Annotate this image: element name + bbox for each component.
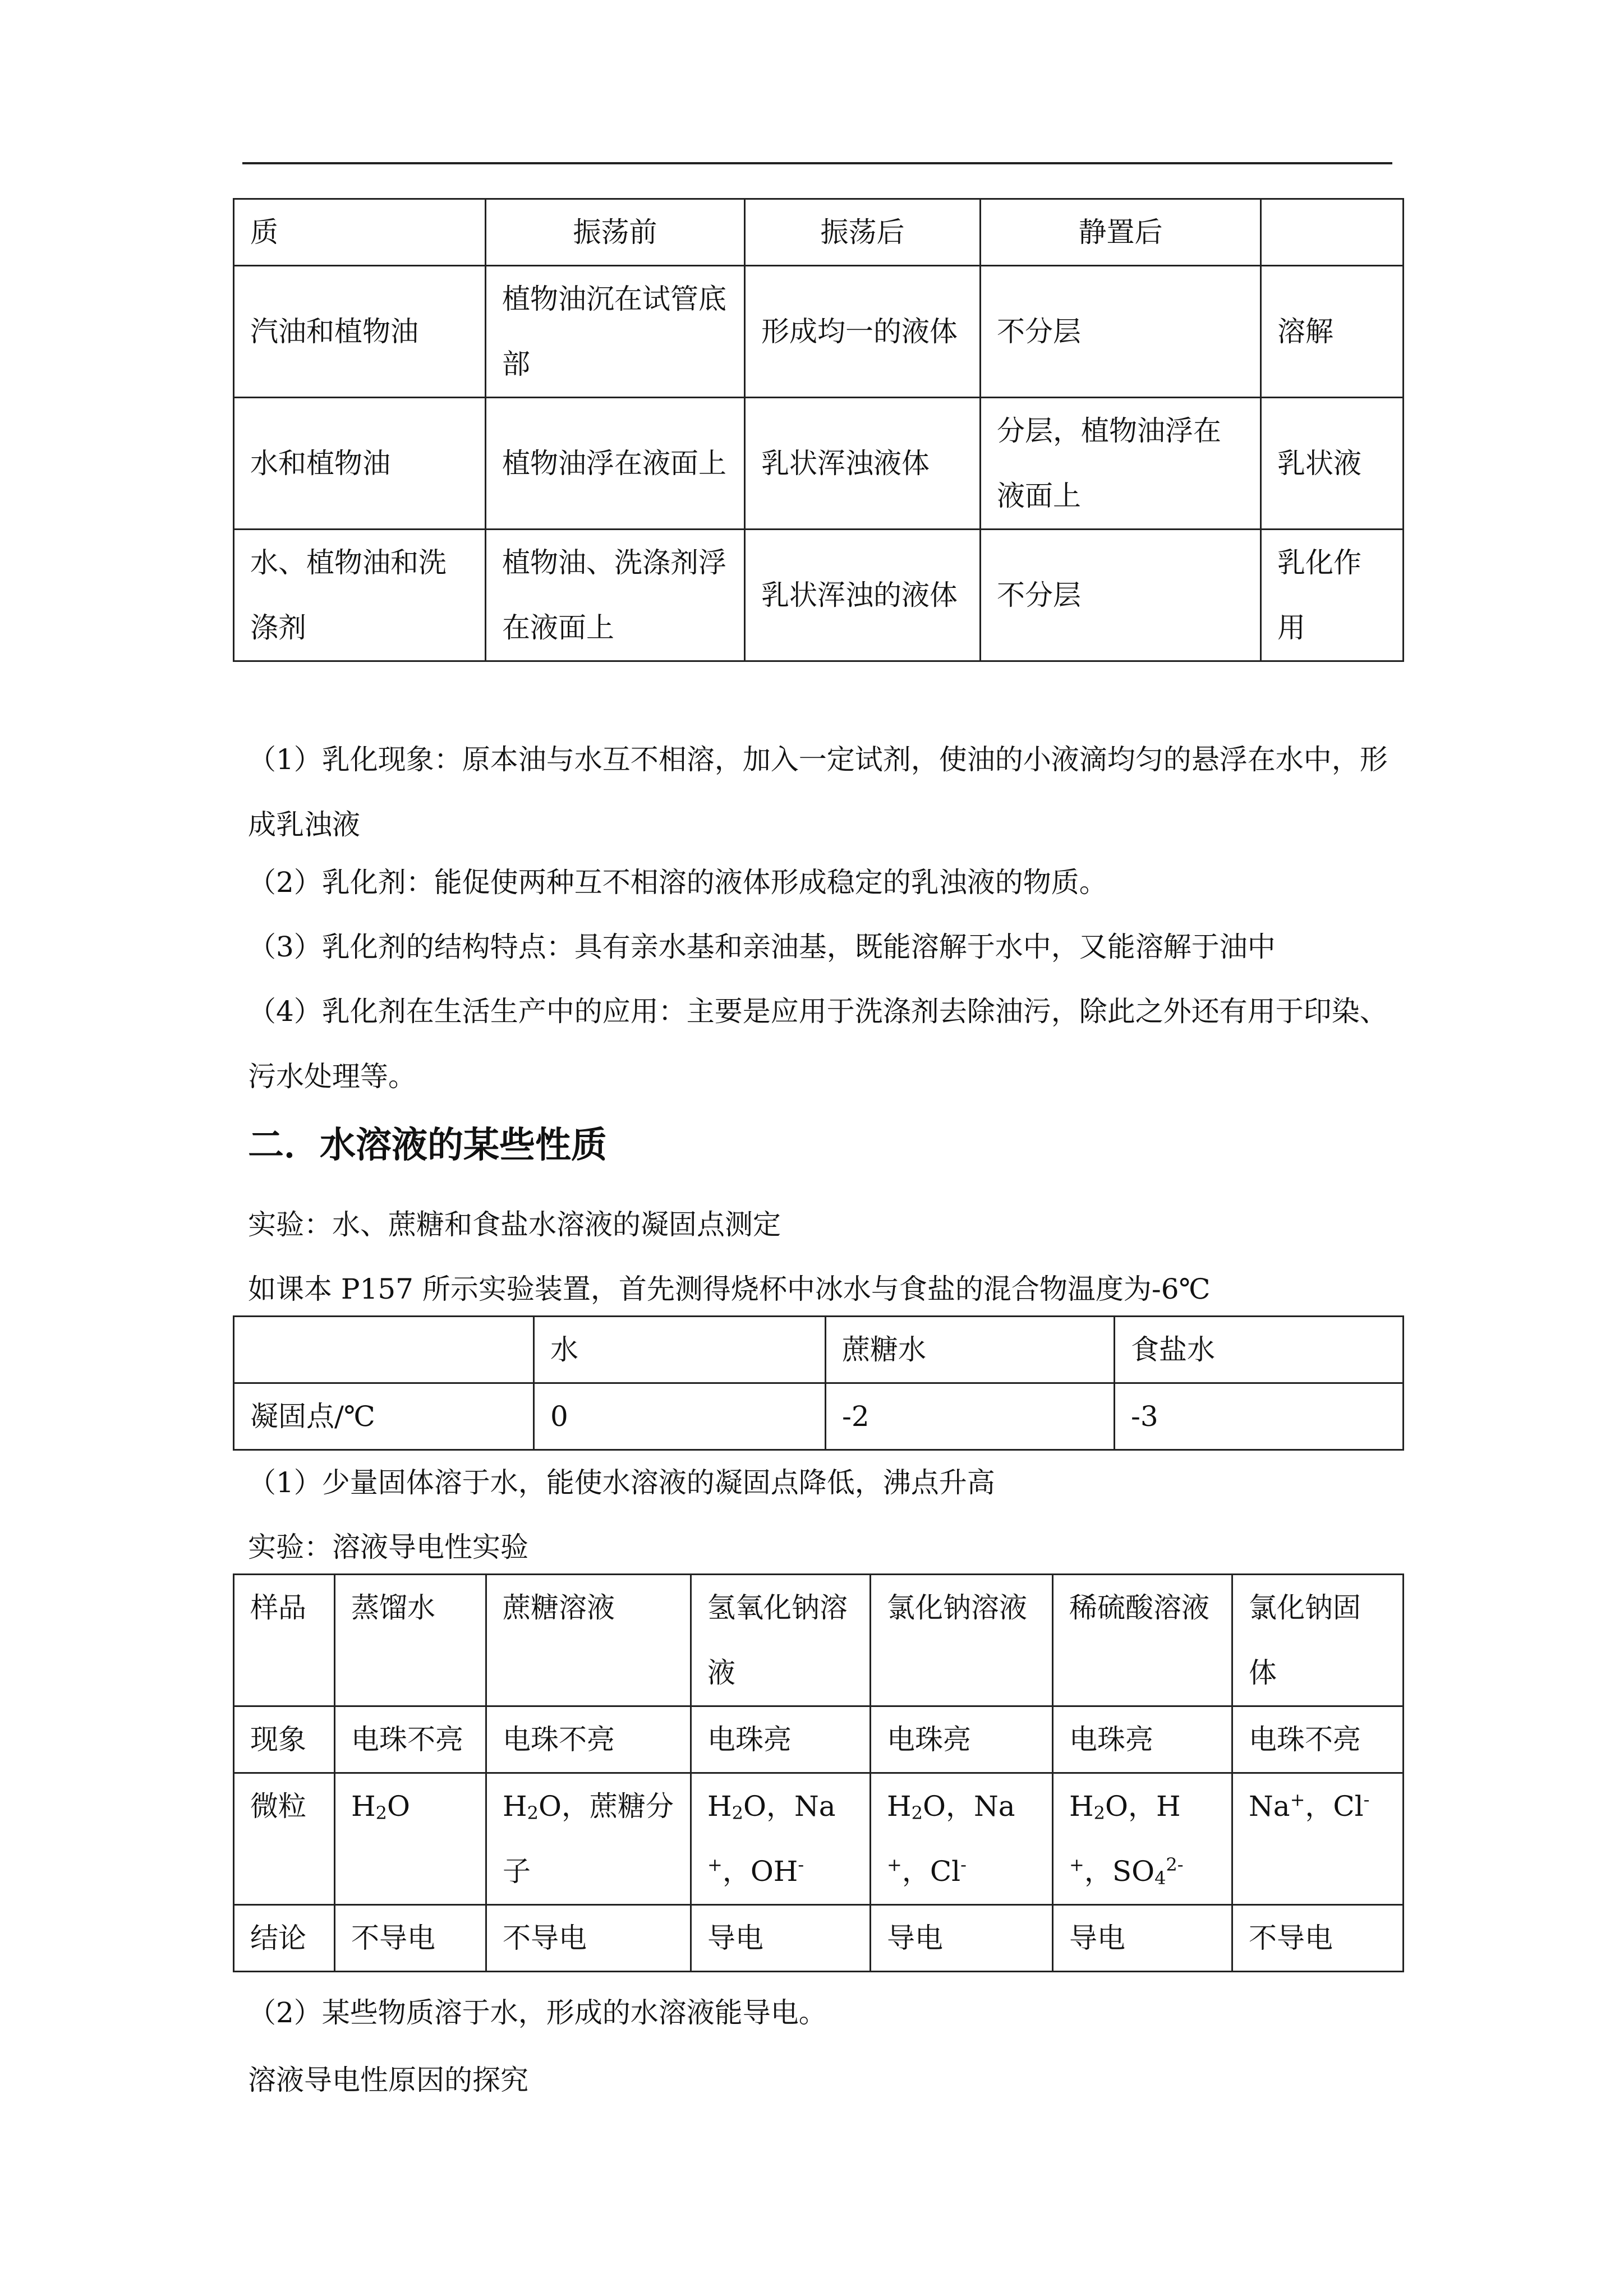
table-cell: 乳状浑浊液体 xyxy=(745,398,981,530)
experiment-title-conductivity-cause: 溶液导电性原因的探究 xyxy=(248,2064,528,2096)
table-cell: 电珠亮 xyxy=(871,1706,1053,1773)
charge: - xyxy=(1363,1789,1370,1810)
formula-na: Na xyxy=(794,1790,836,1823)
formula-oh: OH xyxy=(750,1855,798,1888)
particles-cell xyxy=(691,1773,871,1905)
separator: ， xyxy=(766,1790,794,1823)
table-cell: 汽油和植物油 xyxy=(234,266,486,398)
header-cell: 蒸馏水 xyxy=(335,1575,486,1706)
table-cell: -2 xyxy=(826,1383,1115,1450)
table-cell: 不分层 xyxy=(981,266,1261,398)
formula-h: H xyxy=(1069,1790,1094,1823)
row-label: 现象 xyxy=(234,1706,335,1773)
table-cell: -3 xyxy=(1115,1383,1404,1450)
table-cell: 植物油、洗涤剂浮在液面上 xyxy=(486,530,745,661)
table-cell: 乳状浑浊的液体 xyxy=(745,530,981,661)
table-cell: 电珠不亮 xyxy=(335,1706,486,1773)
table-cell: 0 xyxy=(534,1383,826,1450)
header-cell: 稀硫酸溶液 xyxy=(1053,1575,1232,1706)
table-cell: 电珠不亮 xyxy=(1232,1706,1404,1773)
particles-cell xyxy=(871,1773,1053,1905)
header-cell: 蔗糖溶液 xyxy=(486,1575,691,1706)
table-cell: 电珠不亮 xyxy=(486,1706,691,1773)
formula-subscript: 2 xyxy=(527,1802,539,1824)
charge: - xyxy=(960,1854,967,1875)
header-cell: 食盐水 xyxy=(1115,1317,1404,1383)
formula-o: O xyxy=(387,1790,410,1823)
formula-na: Na xyxy=(1249,1790,1290,1823)
formula-cl: Cl xyxy=(930,1855,961,1888)
charge: + xyxy=(707,1854,723,1875)
header-cell: 静置后 xyxy=(981,199,1261,266)
conclusion-freezing: （1）少量固体溶于水，能使水溶液的凝固点降低，沸点升高 xyxy=(248,1466,995,1499)
formula-h: H xyxy=(887,1790,912,1823)
table-row xyxy=(234,1383,1404,1450)
header-cell xyxy=(234,1317,534,1383)
formula-o: O xyxy=(743,1790,766,1823)
table-row xyxy=(234,266,1404,398)
header-cell xyxy=(1261,199,1404,266)
particles-cell xyxy=(1053,1773,1232,1905)
formula-subscript: 2 xyxy=(1093,1802,1105,1824)
header-cell: 样品 xyxy=(234,1575,335,1706)
formula-h: H xyxy=(351,1790,376,1823)
formula-h: H xyxy=(707,1790,732,1823)
table-cell: 植物油沉在试管底部 xyxy=(486,266,745,398)
particle-text: ，蔗糖分子 xyxy=(503,1790,674,1888)
charge: 2- xyxy=(1166,1854,1184,1875)
note-emulsification: （1）乳化现象：原本油与水互不相溶，加入一定试剂，使油的小液滴均匀的悬浮在水中，形成乳浊液 xyxy=(248,743,1388,841)
conclusion-conductivity: （2）某些物质溶于水，形成的水溶液能导电。 xyxy=(248,1996,827,2029)
row-label: 结论 xyxy=(234,1905,335,1972)
note-emulsifier: （2）乳化剂：能促使两种互不相溶的液体形成稳定的乳浊液的物质。 xyxy=(248,866,1107,899)
experiment-setup: 如课本 P157 所示实验装置，首先测得烧杯中冰水与食盐的混合物温度为-6℃ xyxy=(248,1273,1211,1305)
header-cell: 氢氧化钠溶液 xyxy=(691,1575,871,1706)
formula-subscript: 2 xyxy=(911,1802,923,1824)
formula-o: O xyxy=(538,1790,562,1823)
table-cell: 不导电 xyxy=(1232,1905,1404,1972)
header-cell: 质 xyxy=(234,199,486,266)
charge: - xyxy=(798,1854,804,1875)
table-cell: 乳状液 xyxy=(1261,398,1404,530)
formula-o: O xyxy=(922,1790,946,1823)
table-cell: 导电 xyxy=(871,1905,1053,1972)
particles-cell xyxy=(335,1773,486,1905)
table-cell: 形成均一的液体 xyxy=(745,266,981,398)
header-cell: 振荡前 xyxy=(486,199,745,266)
header-cell: 氯化钠溶液 xyxy=(871,1575,1053,1706)
table-header-row xyxy=(234,1317,1404,1383)
section-heading: 二．水溶液的某些性质 xyxy=(248,1125,607,1166)
row-label: 凝固点/℃ xyxy=(234,1383,534,1450)
formula-subscript: 2 xyxy=(375,1802,387,1824)
header-cell: 蔗糖水 xyxy=(826,1317,1115,1383)
table-cell: 导电 xyxy=(1053,1905,1232,1972)
table-cell: 分层，植物油浮在液面上 xyxy=(981,398,1261,530)
table-cell: 电珠亮 xyxy=(1053,1706,1232,1773)
formula-na: Na xyxy=(973,1790,1015,1823)
table-row xyxy=(234,398,1404,530)
table-header-row xyxy=(234,1575,1404,1706)
table-cell: 不分层 xyxy=(981,530,1261,661)
charge: + xyxy=(1069,1854,1084,1875)
page-header-rule xyxy=(242,162,1392,164)
experiment-title-conductivity: 实验：溶液导电性实验 xyxy=(248,1531,528,1563)
table-row xyxy=(234,1773,1404,1905)
table-cell: 不导电 xyxy=(335,1905,486,1972)
table-row xyxy=(234,530,1404,661)
table-cell: 植物油浮在液面上 xyxy=(486,398,745,530)
formula-h-ion: H xyxy=(1156,1790,1181,1823)
table-cell: 水、植物油和洗涤剂 xyxy=(234,530,486,661)
table-cell: 电珠亮 xyxy=(691,1706,871,1773)
separator: ， xyxy=(1084,1855,1112,1888)
charge: + xyxy=(887,1854,902,1875)
separator: ， xyxy=(1305,1790,1333,1823)
separator: ， xyxy=(1128,1790,1156,1823)
table-cell: 不导电 xyxy=(486,1905,691,1972)
emulsion-table xyxy=(233,198,1404,662)
header-cell: 氯化钠固体 xyxy=(1232,1575,1404,1706)
separator: ， xyxy=(722,1855,751,1888)
note-emulsifier-structure: （3）乳化剂的结构特点：具有亲水基和亲油基，既能溶解于水中，又能溶解于油中 xyxy=(248,931,1276,963)
row-label: 微粒 xyxy=(234,1773,335,1905)
table-cell: 乳化作用 xyxy=(1261,530,1404,661)
table-header-row xyxy=(234,199,1404,266)
formula-so4: SO xyxy=(1112,1855,1155,1888)
experiment-title-freezing: 实验：水、蔗糖和食盐水溶液的凝固点测定 xyxy=(248,1208,781,1241)
formula-subscript: 2 xyxy=(732,1802,743,1824)
table-row xyxy=(234,1905,1404,1972)
conductivity-table xyxy=(233,1573,1404,1972)
header-cell: 水 xyxy=(534,1317,826,1383)
formula-subscript: 4 xyxy=(1154,1867,1166,1889)
header-cell: 振荡后 xyxy=(745,199,981,266)
particles-cell xyxy=(486,1773,691,1905)
formula-h: H xyxy=(503,1790,527,1823)
freezing-point-table xyxy=(233,1315,1404,1451)
particles-cell xyxy=(1232,1773,1404,1905)
charge: + xyxy=(1290,1789,1305,1810)
table-row xyxy=(234,1706,1404,1773)
table-cell: 导电 xyxy=(691,1905,871,1972)
formula-o: O xyxy=(1105,1790,1128,1823)
separator: ， xyxy=(945,1790,974,1823)
note-emulsifier-application: （4）乳化剂在生活生产中的应用：主要是应用于洗涤剂去除油污，除此之外还有用于印染、污水处理等。 xyxy=(248,995,1388,1093)
separator: ， xyxy=(901,1855,930,1888)
formula-cl: Cl xyxy=(1333,1790,1364,1823)
table-cell: 水和植物油 xyxy=(234,398,486,530)
table-cell: 溶解 xyxy=(1261,266,1404,398)
